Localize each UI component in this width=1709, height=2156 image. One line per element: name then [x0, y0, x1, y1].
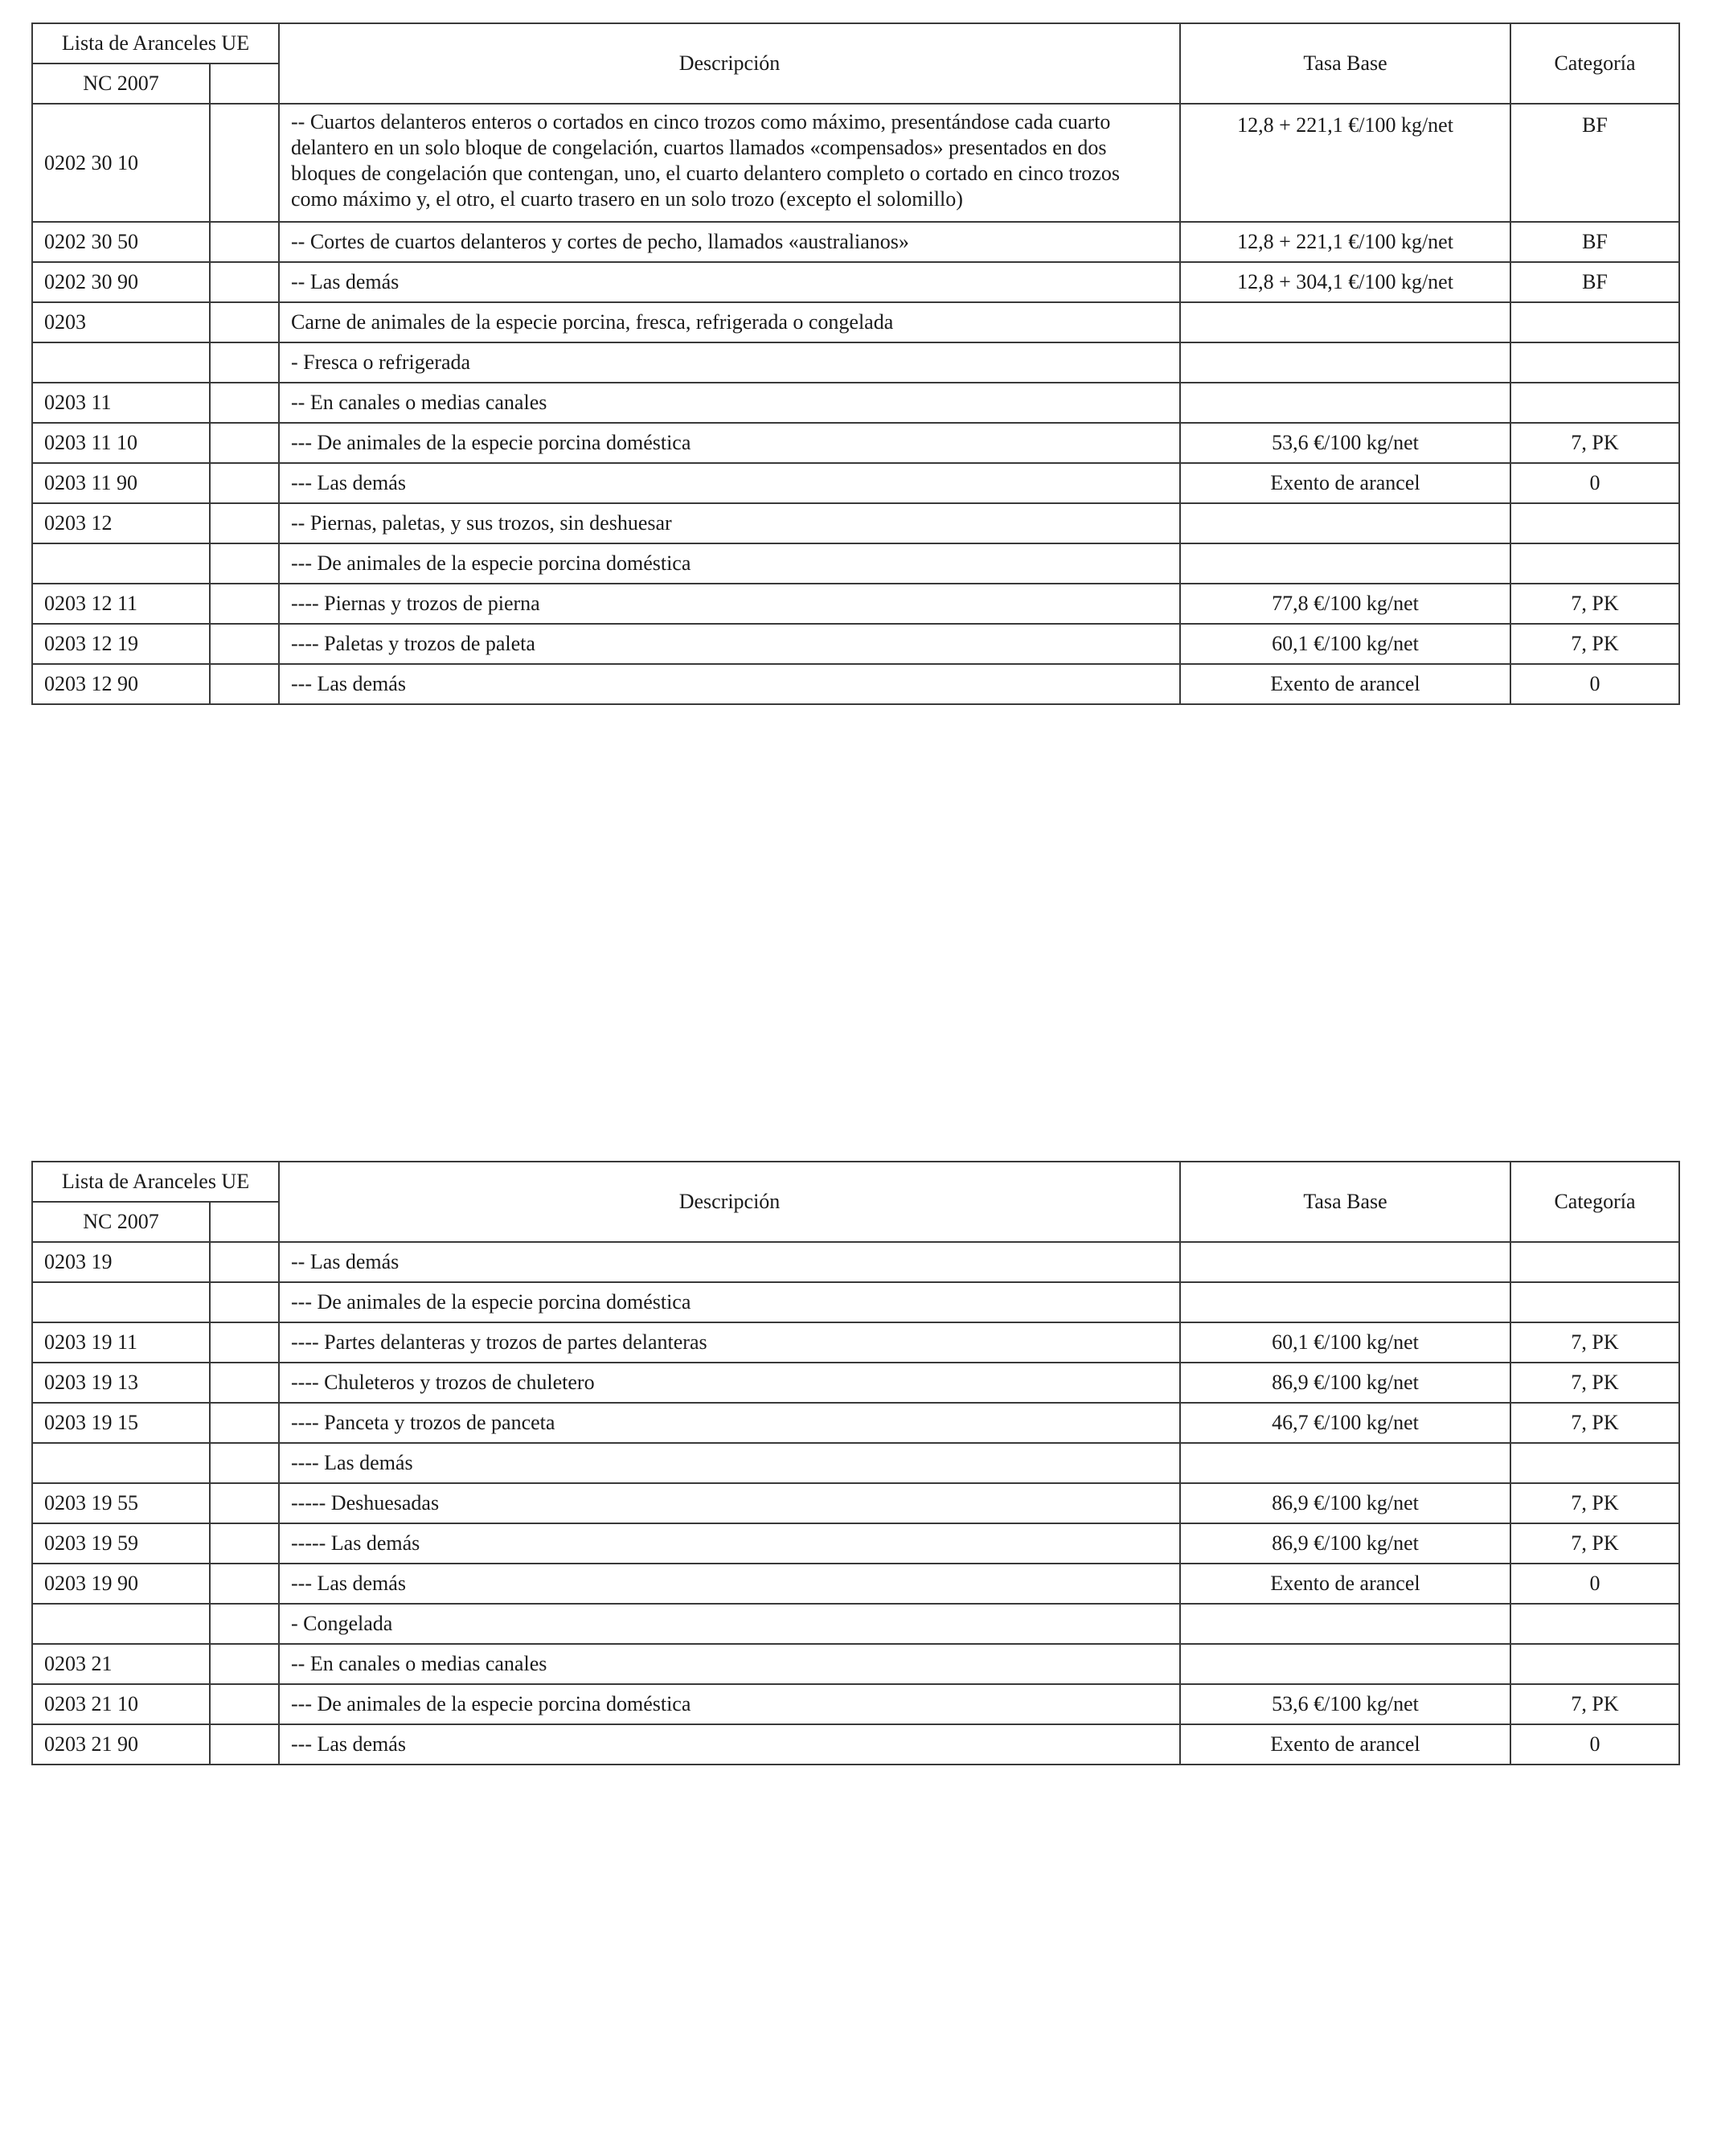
code-cell: 0202 30 90	[32, 262, 210, 302]
list-header-cell: Lista de Aranceles UE	[32, 23, 279, 64]
code-cell: 0203 11	[32, 383, 210, 423]
table-row	[32, 222, 1679, 262]
table-row	[32, 1564, 1679, 1604]
category-cell: 0	[1510, 1564, 1679, 1604]
rate-header-cell: Tasa Base	[1180, 1162, 1510, 1242]
rate-cell	[1180, 302, 1510, 342]
table-row	[32, 1644, 1679, 1684]
category-header-cell: Categoría	[1510, 1162, 1679, 1242]
rate-cell: 86,9 €/100 kg/net	[1180, 1483, 1510, 1523]
code-cell: 0203 19 55	[32, 1483, 210, 1523]
description-cell: -- Las demás	[279, 262, 1180, 302]
category-cell	[1510, 1644, 1679, 1684]
code-cell	[32, 1604, 210, 1644]
category-cell	[1510, 1242, 1679, 1282]
subcode-empty-cell	[210, 1564, 279, 1604]
subcode-empty-cell	[210, 543, 279, 584]
tariff-table-1	[31, 23, 1680, 705]
subcode-empty-cell	[210, 1322, 279, 1363]
category-cell: 7, PK	[1510, 1523, 1679, 1564]
category-cell: 0	[1510, 463, 1679, 503]
description-cell: --- De animales de la especie porcina doméstica	[279, 1282, 1180, 1322]
category-cell	[1510, 1282, 1679, 1322]
category-cell	[1510, 302, 1679, 342]
code-cell: 0203 19 15	[32, 1403, 210, 1443]
category-cell	[1510, 503, 1679, 543]
rate-cell: Exento de arancel	[1180, 1724, 1510, 1765]
rate-cell: 86,9 €/100 kg/net	[1180, 1523, 1510, 1564]
rate-cell: 12,8 + 221,1 €/100 kg/net	[1180, 104, 1510, 222]
subcode-empty-cell	[210, 342, 279, 383]
table-row	[32, 383, 1679, 423]
description-cell: ----- Las demás	[279, 1523, 1180, 1564]
subcode-empty-cell	[210, 1483, 279, 1523]
rate-header-cell: Tasa Base	[1180, 23, 1510, 104]
table-row	[32, 584, 1679, 624]
category-cell: BF	[1510, 262, 1679, 302]
subcode-empty-cell	[210, 383, 279, 423]
description-header-cell: Descripción	[279, 23, 1180, 104]
category-cell	[1510, 1604, 1679, 1644]
description-cell: - Congelada	[279, 1604, 1180, 1644]
code-cell: 0203 19 59	[32, 1523, 210, 1564]
rate-cell	[1180, 503, 1510, 543]
category-cell: BF	[1510, 104, 1679, 222]
rate-cell	[1180, 1443, 1510, 1483]
rate-cell: Exento de arancel	[1180, 1564, 1510, 1604]
code-cell: 0203 12 90	[32, 664, 210, 704]
table-header	[32, 1162, 1679, 1242]
description-cell: -- Piernas, paletas, y sus trozos, sin deshuesar	[279, 503, 1180, 543]
table-row	[32, 1523, 1679, 1564]
table-row	[32, 1403, 1679, 1443]
description-cell: ---- Piernas y trozos de pierna	[279, 584, 1180, 624]
table-header	[32, 23, 1679, 104]
rate-cell: 60,1 €/100 kg/net	[1180, 1322, 1510, 1363]
description-cell: Carne de animales de la especie porcina, fresca, refrigerada o congelada	[279, 302, 1180, 342]
list-header-cell: Lista de Aranceles UE	[32, 1162, 279, 1202]
code-cell: 0203 19	[32, 1242, 210, 1282]
description-cell: --- Las demás	[279, 664, 1180, 704]
table-row	[32, 664, 1679, 704]
rate-cell	[1180, 1644, 1510, 1684]
subcode-empty-cell	[210, 262, 279, 302]
rate-cell: 12,8 + 304,1 €/100 kg/net	[1180, 262, 1510, 302]
description-cell: -- Cuartos delanteros enteros o cortados en cinco trozos como máximo, presentándose cada cuarto delantero en un solo bloque de congelación, cuartos llamados «compensados» presentados en dos bloques de congelación que contengan, uno, el cuarto delantero completo o cortado en cinco trozos como máximo y, el otro, el cuarto trasero en un solo trozo (excepto el solomillo)	[279, 104, 1180, 222]
category-cell: 0	[1510, 664, 1679, 704]
table-row	[32, 342, 1679, 383]
subcode-empty-cell	[210, 104, 279, 222]
description-cell: --- Las demás	[279, 463, 1180, 503]
rate-cell: 12,8 + 221,1 €/100 kg/net	[1180, 222, 1510, 262]
code-cell: 0202 30 50	[32, 222, 210, 262]
description-cell: ----- Deshuesadas	[279, 1483, 1180, 1523]
rate-cell	[1180, 342, 1510, 383]
description-cell: - Fresca o refrigerada	[279, 342, 1180, 383]
code-cell: 0203	[32, 302, 210, 342]
table-row	[32, 1363, 1679, 1403]
subcode-empty-cell	[210, 1282, 279, 1322]
table-row	[32, 1282, 1679, 1322]
subcode-empty-cell	[210, 624, 279, 664]
description-cell: -- En canales o medias canales	[279, 1644, 1180, 1684]
code-cell	[32, 543, 210, 584]
subcode-empty-cell	[210, 1443, 279, 1483]
table-row	[32, 423, 1679, 463]
table-row	[32, 463, 1679, 503]
table-row	[32, 624, 1679, 664]
subcode-empty-cell	[210, 1523, 279, 1564]
description-header-cell: Descripción	[279, 1162, 1180, 1242]
description-cell: ---- Chuleteros y trozos de chuletero	[279, 1363, 1180, 1403]
description-cell: ---- Panceta y trozos de panceta	[279, 1403, 1180, 1443]
category-cell: BF	[1510, 222, 1679, 262]
table-row	[32, 104, 1679, 222]
code-cell: 0203 11 90	[32, 463, 210, 503]
nc-subheader-empty-cell	[210, 1202, 279, 1242]
table-row	[32, 543, 1679, 584]
code-cell	[32, 342, 210, 383]
rate-cell	[1180, 1604, 1510, 1644]
code-cell	[32, 1443, 210, 1483]
code-cell: 0203 12	[32, 503, 210, 543]
category-cell: 7, PK	[1510, 624, 1679, 664]
rate-cell: Exento de arancel	[1180, 463, 1510, 503]
subcode-empty-cell	[210, 1604, 279, 1644]
table-body	[32, 104, 1679, 704]
table-body	[32, 1242, 1679, 1765]
nc-header-cell: NC 2007	[32, 64, 210, 104]
subcode-empty-cell	[210, 664, 279, 704]
subcode-empty-cell	[210, 1403, 279, 1443]
category-cell	[1510, 342, 1679, 383]
table-row	[32, 1604, 1679, 1644]
category-cell: 7, PK	[1510, 1322, 1679, 1363]
description-cell: ---- Las demás	[279, 1443, 1180, 1483]
subcode-empty-cell	[210, 1242, 279, 1282]
description-cell: ---- Partes delanteras y trozos de partes delanteras	[279, 1322, 1180, 1363]
table-row	[32, 1322, 1679, 1363]
nc-subheader-empty-cell	[210, 64, 279, 104]
code-cell: 0203 21 90	[32, 1724, 210, 1765]
rate-cell	[1180, 1242, 1510, 1282]
table-row	[32, 1724, 1679, 1765]
table-row	[32, 262, 1679, 302]
table-row	[32, 1242, 1679, 1282]
description-cell: ---- Paletas y trozos de paleta	[279, 624, 1180, 664]
subcode-empty-cell	[210, 302, 279, 342]
tariff-table-2	[31, 1161, 1680, 1765]
code-cell: 0203 21 10	[32, 1684, 210, 1724]
rate-cell: Exento de arancel	[1180, 664, 1510, 704]
rate-cell	[1180, 383, 1510, 423]
description-cell: --- De animales de la especie porcina doméstica	[279, 423, 1180, 463]
code-cell: 0203 12 11	[32, 584, 210, 624]
subcode-empty-cell	[210, 584, 279, 624]
code-cell: 0202 30 10	[32, 104, 210, 222]
rate-cell	[1180, 543, 1510, 584]
description-cell: --- Las demás	[279, 1564, 1180, 1604]
subcode-empty-cell	[210, 1644, 279, 1684]
rate-cell: 53,6 €/100 kg/net	[1180, 1684, 1510, 1724]
category-cell: 7, PK	[1510, 1363, 1679, 1403]
subcode-empty-cell	[210, 1363, 279, 1403]
subcode-empty-cell	[210, 463, 279, 503]
code-cell	[32, 1282, 210, 1322]
table-row	[32, 302, 1679, 342]
description-cell: -- En canales o medias canales	[279, 383, 1180, 423]
description-cell: --- Las demás	[279, 1724, 1180, 1765]
category-cell: 7, PK	[1510, 1483, 1679, 1523]
code-cell: 0203 11 10	[32, 423, 210, 463]
category-cell	[1510, 383, 1679, 423]
subcode-empty-cell	[210, 423, 279, 463]
nc-header-cell: NC 2007	[32, 1202, 210, 1242]
category-cell: 7, PK	[1510, 1684, 1679, 1724]
rate-cell	[1180, 1282, 1510, 1322]
rate-cell: 86,9 €/100 kg/net	[1180, 1363, 1510, 1403]
table-row	[32, 1483, 1679, 1523]
code-cell: 0203 19 13	[32, 1363, 210, 1403]
code-cell: 0203 21	[32, 1644, 210, 1684]
description-cell: -- Las demás	[279, 1242, 1180, 1282]
description-cell: --- De animales de la especie porcina doméstica	[279, 1684, 1180, 1724]
category-cell	[1510, 1443, 1679, 1483]
code-cell: 0203 12 19	[32, 624, 210, 664]
table-row	[32, 1443, 1679, 1483]
subcode-empty-cell	[210, 1684, 279, 1724]
category-cell: 7, PK	[1510, 423, 1679, 463]
rate-cell: 46,7 €/100 kg/net	[1180, 1403, 1510, 1443]
table-row	[32, 503, 1679, 543]
table-row	[32, 1684, 1679, 1724]
category-cell	[1510, 543, 1679, 584]
subcode-empty-cell	[210, 1724, 279, 1765]
category-cell: 7, PK	[1510, 1403, 1679, 1443]
category-header-cell: Categoría	[1510, 23, 1679, 104]
description-cell: -- Cortes de cuartos delanteros y cortes de pecho, llamados «australianos»	[279, 222, 1180, 262]
description-cell: --- De animales de la especie porcina doméstica	[279, 543, 1180, 584]
rate-cell: 77,8 €/100 kg/net	[1180, 584, 1510, 624]
rate-cell: 60,1 €/100 kg/net	[1180, 624, 1510, 664]
category-cell: 0	[1510, 1724, 1679, 1765]
subcode-empty-cell	[210, 503, 279, 543]
subcode-empty-cell	[210, 222, 279, 262]
rate-cell: 53,6 €/100 kg/net	[1180, 423, 1510, 463]
category-cell: 7, PK	[1510, 584, 1679, 624]
code-cell: 0203 19 90	[32, 1564, 210, 1604]
code-cell: 0203 19 11	[32, 1322, 210, 1363]
